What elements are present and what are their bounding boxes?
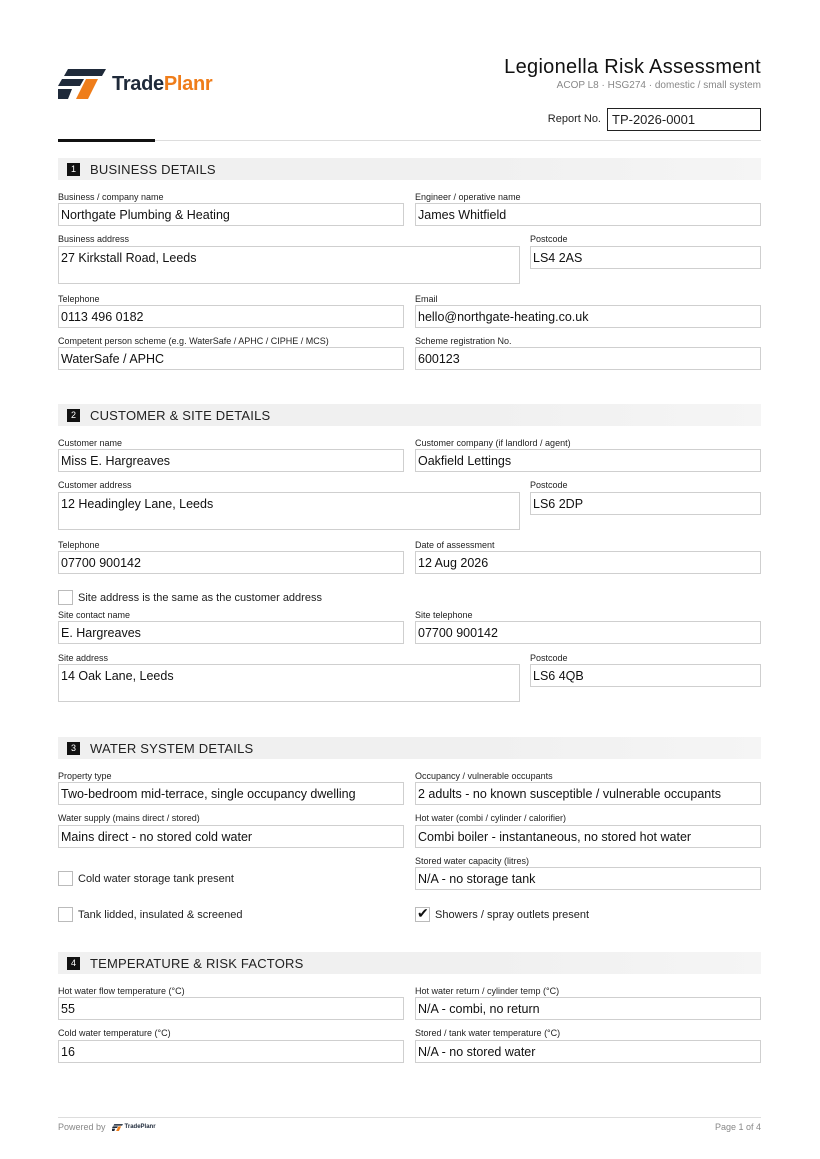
customer-telephone-label: Telephone [58,540,100,550]
footer-divider [58,1117,761,1118]
business-postcode-label: Postcode [530,234,568,244]
section-title: WATER SYSTEM DETAILS [90,740,254,756]
footer-logo [112,1124,156,1131]
section-title: BUSINESS DETAILS [90,161,216,177]
business-name-label: Business / company name [58,192,164,202]
business-address-field[interactable]: 27 Kirkstall Road, Leeds [58,246,520,284]
tank-present-checkbox[interactable] [58,871,73,886]
hot-water-label: Hot water (combi / cylinder / calorifier) [415,813,567,823]
site-address-field[interactable]: 14 Oak Lane, Leeds [58,664,520,702]
report-number-field[interactable]: TP-2026-0001 [607,108,761,131]
customer-address-field[interactable]: 12 Headingley Lane, Leeds [58,492,520,530]
cold-temp-field[interactable]: 16 [58,1040,404,1063]
section-number: 1 [67,163,80,176]
hot-flow-temp-label: Hot water flow temperature (°C) [58,986,185,996]
logo-mark-icon [58,69,106,99]
tank-lidded-checkbox[interactable] [58,907,73,922]
business-address-label: Business address [58,234,130,244]
engineer-name-label: Engineer / operative name [415,192,521,202]
scheme-registration-field[interactable]: 600123 [415,347,761,370]
occupancy-label: Occupancy / vulnerable occupants [415,771,553,781]
customer-postcode-field[interactable]: LS6 2DP [530,492,761,515]
site-postcode-label: Postcode [530,653,568,663]
hot-flow-temp-field[interactable]: 55 [58,997,404,1020]
section-number: 4 [67,957,80,970]
header-divider [58,140,761,141]
customer-telephone-field[interactable]: 07700 900142 [58,551,404,574]
site-contact-label: Site contact name [58,610,131,620]
section-customer-site-details [58,404,761,426]
assessment-date-field[interactable]: 12 Aug 2026 [415,551,761,574]
header-accent-bar [58,139,155,142]
property-type-field[interactable]: Two-bedroom mid-terrace, single occupancy dwelling [58,782,404,805]
assessment-date-label: Date of assessment [415,540,495,550]
footer-logo-mark-icon [112,1124,123,1131]
water-supply-field[interactable]: Mains direct - no stored cold water [58,825,404,848]
site-contact-field[interactable]: E. Hargreaves [58,621,404,644]
same-address-checkbox[interactable] [58,590,73,605]
section-number: 2 [67,409,80,422]
business-telephone-label: Telephone [58,294,100,304]
document-title: Legionella Risk Assessment [504,56,761,78]
customer-name-field[interactable]: Miss E. Hargreaves [58,449,404,472]
hot-water-field[interactable]: Combi boiler - instantaneous, no stored hot water [415,825,761,848]
same-address-label: Site address is the same as the customer address [78,592,322,604]
page-number: Page 1 of 4 [714,1122,761,1132]
business-name-field[interactable]: Northgate Plumbing & Heating [58,203,404,226]
business-email-field[interactable]: hello@northgate-heating.co.uk [415,305,761,328]
business-postcode-field[interactable]: LS4 2AS [530,246,761,269]
cold-temp-label: Cold water temperature (°C) [58,1028,171,1038]
customer-address-label: Customer address [58,480,132,490]
tank-present-label: Cold water storage tank present [78,873,234,885]
customer-postcode-label: Postcode [530,480,568,490]
site-address-label: Site address [58,653,109,663]
site-postcode-field[interactable]: LS6 4QB [530,664,761,687]
hot-return-temp-field[interactable]: N/A - combi, no return [415,997,761,1020]
form-page [58,0,761,1159]
business-telephone-field[interactable]: 0113 496 0182 [58,305,404,328]
scheme-registration-label: Scheme registration No. [415,336,512,346]
water-supply-label: Water supply (mains direct / stored) [58,813,200,823]
tank-lidded-label: Tank lidded, insulated & screened [78,909,243,921]
hot-return-temp-label: Hot water return / cylinder temp (°C) [415,986,560,996]
checkmark-icon: ✔ [417,905,429,921]
report-number-label: Report No. [547,113,601,125]
site-telephone-label: Site telephone [415,610,473,620]
property-type-label: Property type [58,771,112,781]
showers-checkbox[interactable] [415,907,430,922]
stored-capacity-label: Stored water capacity (litres) [415,856,530,866]
engineer-name-field[interactable]: James Whitfield [415,203,761,226]
customer-company-field[interactable]: Oakfield Lettings [415,449,761,472]
customer-company-label: Customer company (if landlord / agent) [415,438,571,448]
powered-by-text: Powered by [58,1122,106,1132]
section-number: 3 [67,742,80,755]
footer-logo-text: TradePlanr [124,1124,156,1130]
section-temperature-risk-factors [58,952,761,974]
stored-capacity-field[interactable]: N/A - no storage tank [415,867,761,890]
showers-label: Showers / spray outlets present [435,909,590,921]
tradeplanr-logo [58,68,212,100]
scheme-field[interactable]: WaterSafe / APHC [58,347,404,370]
footer-powered-by [58,1122,156,1132]
logo-wordmark: TradePlanr [112,72,213,95]
stored-temp-label: Stored / tank water temperature (°C) [415,1028,561,1038]
occupancy-field[interactable]: 2 adults - no known susceptible / vulnerable occupants [415,782,761,805]
section-business-details [58,158,761,180]
section-title: CUSTOMER & SITE DETAILS [90,407,271,423]
section-water-system-details [58,737,761,759]
business-email-label: Email [415,294,438,304]
document-subtitle: ACOP L8 · HSG274 · domestic / small system [556,80,761,91]
scheme-label: Competent person scheme (e.g. WaterSafe / APHC / CIPHE / MCS) [58,336,329,346]
section-title: TEMPERATURE & RISK FACTORS [90,955,304,971]
site-telephone-field[interactable]: 07700 900142 [415,621,761,644]
customer-name-label: Customer name [58,438,123,448]
stored-temp-field[interactable]: N/A - no stored water [415,1040,761,1063]
